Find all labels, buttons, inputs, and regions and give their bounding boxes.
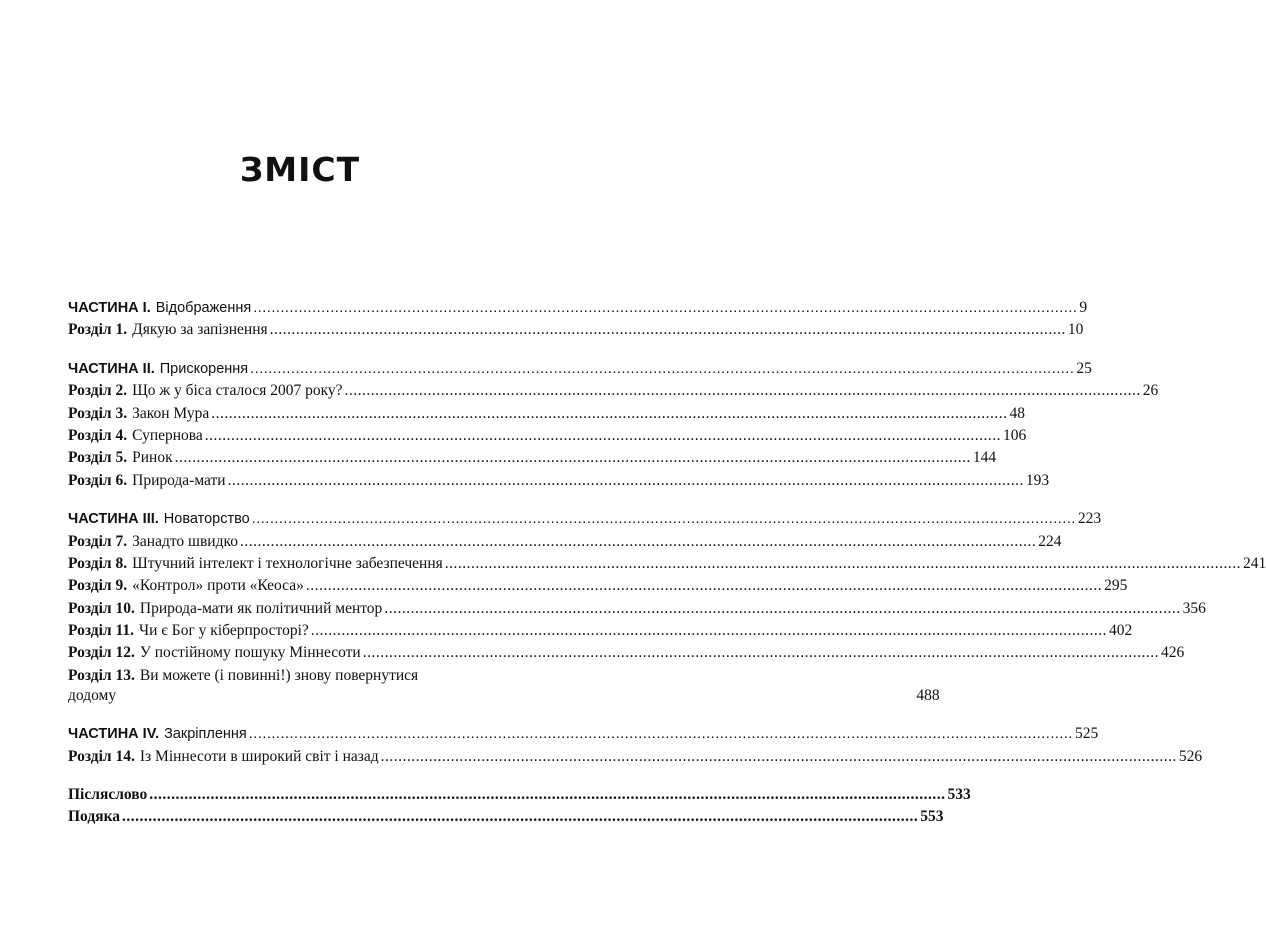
dot-leader [228,470,1024,492]
dot-leader [363,642,1159,664]
toc-chapter-13-continued[interactable] [68,685,940,707]
dot-leader [381,746,1177,768]
page-number: 26 [1142,382,1159,400]
chapter-label: Занадто швидко [132,532,238,550]
dot-leader [240,531,1036,553]
page-number: 106 [1003,426,1027,444]
dot-leader [253,297,1077,319]
chapter-tag: Розділ 5. [68,449,128,467]
chapter-tag: Розділ 13. [68,666,135,684]
toc-chapter-3[interactable] [68,403,1025,425]
chapter-label: Ви можете (і повинні!) знову повернутися [139,666,419,684]
chapter-tag: Розділ 2. [68,382,128,400]
page-number: 526 [1178,747,1203,765]
page-number: 402 [1109,622,1133,640]
page-number: 488 [916,686,940,704]
page-number: 223 [1077,510,1102,528]
part-tag: ЧАСТИНА IV. [68,726,160,743]
page-number: 224 [1038,532,1062,550]
toc-chapter-8[interactable] [68,553,1266,575]
toc-chapter-13[interactable] [68,665,499,685]
part-label: Новаторство [163,511,250,528]
page-number: 525 [1074,725,1099,743]
dot-leader [270,319,1066,341]
dot-leader [252,508,1076,530]
toc-chapter-6[interactable] [68,470,1050,492]
chapter-label: Що ж у біса сталося 2007 року? [132,382,343,400]
dot-leader [249,723,1073,745]
toc-afterword[interactable] [68,784,971,806]
chapter-tag: Розділ 1. [68,321,128,339]
toc-acknowledgements[interactable] [68,806,944,828]
toc-part-3[interactable] [68,508,1102,530]
chapter-label: Штучний інтелект і технологічне забезпечення [132,554,443,572]
toc-chapter-1[interactable] [68,319,1084,341]
dot-leader [384,598,1180,620]
dot-leader [345,380,1141,402]
chapter-label: Чи є Бог у кіберпросторі? [139,622,309,640]
chapter-tag: Розділ 4. [68,426,128,444]
dot-leader [149,784,945,806]
toc-chapter-9[interactable] [68,575,1128,597]
chapter-tag: Розділ 6. [68,471,128,489]
page-number: 144 [972,449,997,467]
dot-leader [175,447,971,469]
page-number: 25 [1076,359,1092,377]
toc-chapter-5[interactable] [68,447,997,469]
toc-chapter-7[interactable] [68,531,1062,553]
toc-chapter-4[interactable] [68,425,1027,447]
chapter-label: Ринок [132,449,173,467]
part-tag: ЧАСТИНА I. [68,300,151,316]
page-number: 48 [1009,404,1025,422]
dot-leader [445,553,1241,575]
chapter-tag: Розділ 14. [68,747,135,765]
dot-leader [250,358,1074,380]
chapter-label-continued: додому [68,686,117,704]
chapter-label: У постійному пошуку Міннесоти [139,644,361,662]
toc-chapter-14[interactable] [68,746,1203,768]
page-number: 241 [1243,554,1266,572]
dot-leader [122,806,918,828]
acknowledgements-label: Подяка [68,808,121,826]
page-number: 553 [920,808,944,826]
chapter-tag: Розділ 9. [68,577,128,595]
chapter-tag: Розділ 3. [68,404,128,422]
chapter-tag: Розділ 12. [68,644,135,662]
toc-chapter-11[interactable] [68,620,1133,642]
chapter-label: Природа-мати [132,471,226,489]
toc-chapter-12[interactable] [68,642,1185,664]
part-label: Відображення [155,300,252,316]
page-number: 356 [1182,599,1206,617]
chapter-tag: Розділ 7. [68,532,128,550]
afterword-label: Післяслово [68,786,148,804]
chapter-label: Із Міннесоти в широкий світ і назад [139,747,379,765]
part-tag: ЧАСТИНА II. [68,360,155,377]
toc-part-4[interactable] [68,723,1099,745]
chapter-label: «Контрол» проти «Кеоса» [132,577,304,595]
page-title: ЗМІСТ [239,150,361,189]
chapter-label: Природа-мати як політичний ментор [139,599,383,617]
toc-chapter-10[interactable] [68,598,1206,620]
page-number: 10 [1067,321,1084,339]
chapter-label: Закон Мура [132,404,210,422]
chapter-tag: Розділ 11. [68,622,135,640]
toc-chapter-2[interactable] [68,380,1159,402]
chapter-label: Дякую за запізнення [132,321,268,339]
dot-leader [311,620,1107,642]
page-number: 426 [1160,644,1185,662]
page-number: 9 [1079,299,1088,316]
part-tag: ЧАСТИНА III. [68,511,159,528]
page-number: 295 [1104,577,1128,595]
dot-leader [306,575,1102,597]
chapter-label: Супернова [132,426,203,444]
part-label: Прискорення [159,360,249,377]
page-number: 193 [1025,471,1050,489]
dot-leader [211,403,1007,425]
chapter-tag: Розділ 10. [68,599,135,617]
table-of-contents [68,297,1266,829]
chapter-tag: Розділ 8. [68,554,128,572]
part-label: Закріплення [164,726,247,743]
toc-part-2[interactable] [68,358,1092,380]
toc-part-1[interactable] [68,297,1088,319]
page-number: 533 [947,786,971,804]
dot-leader [205,425,1001,447]
